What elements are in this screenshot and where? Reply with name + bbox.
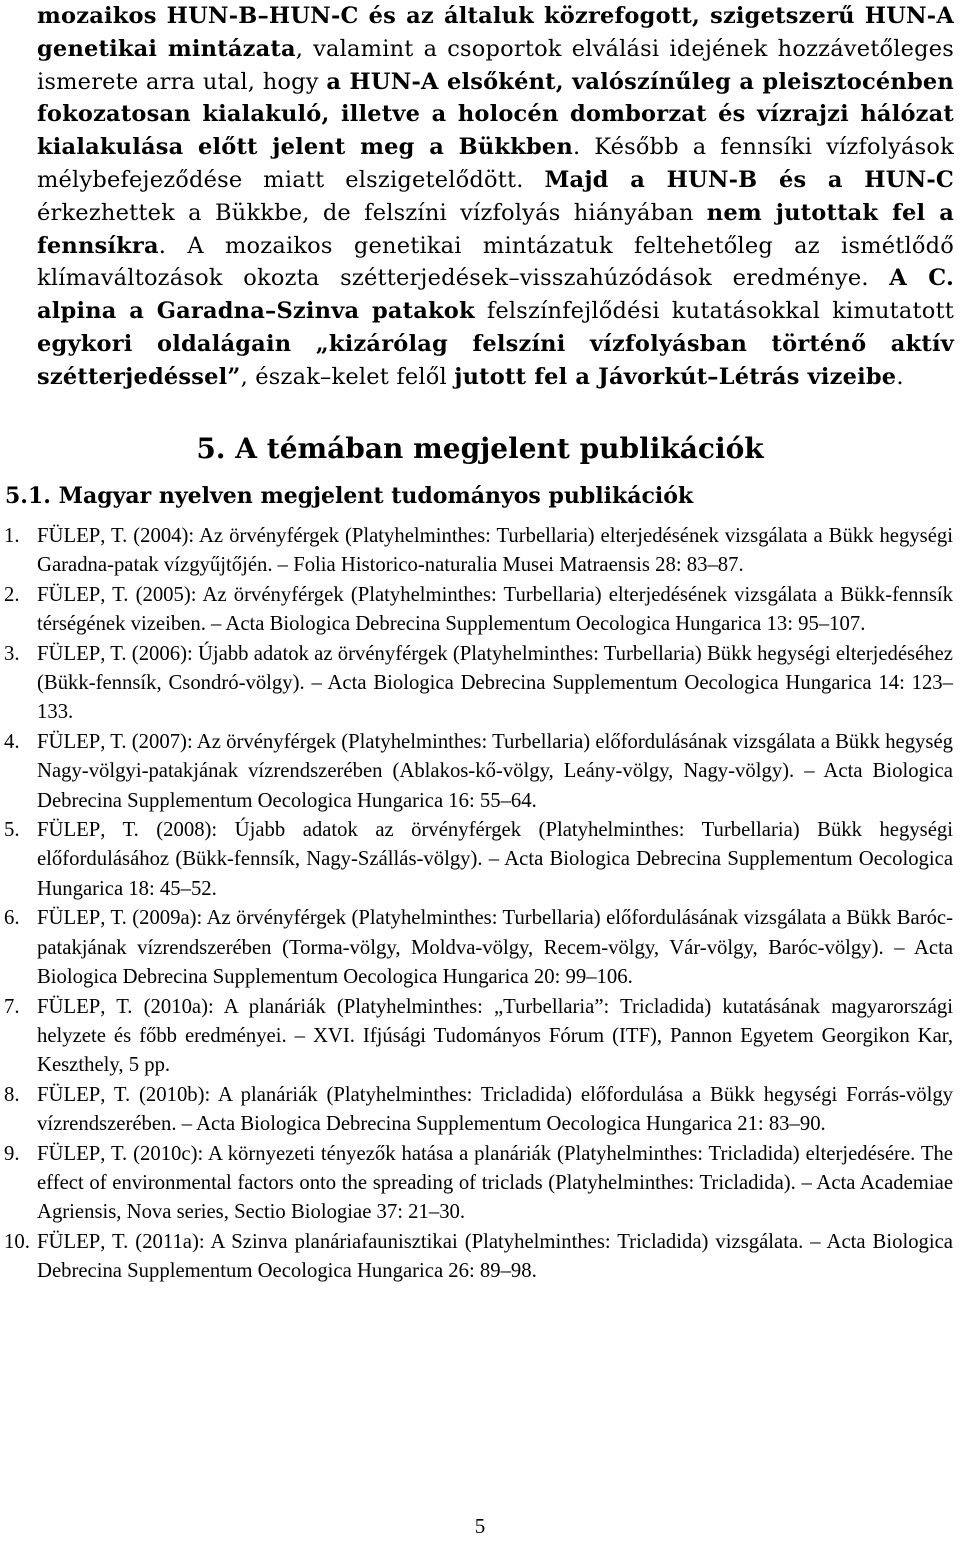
reference-text	[37, 1228, 953, 1287]
text-run: . Később a fennsíki vízfolyások mélybefejeződése miatt elszigetelődött.	[37, 134, 954, 193]
bold-text-run: A C. alpina a Garadna–Szinva patakok	[37, 265, 954, 325]
reference-citation: (2009a): Az örvényférgek (Platyhelminthes: Turbellaria) előfordulásának vizsgálata a Bükk Baróc-patakjának vízrendszerében (Torma-völgy, Moldva-völgy, Recem-völgy, Vár-völgy, Baróc-völgy). – Acta Biologica Debrecina Supplementum Oecologica Hungarica 20: 99–106.	[37, 907, 953, 989]
bold-text-run: mozaikos HUN-B–HUN-C és az általuk közrefogott, szigetszerű HUN-A genetikai mintázata	[37, 3, 954, 62]
reference-author: FÜLEP	[37, 583, 101, 606]
reference-number: 1.	[4, 525, 20, 547]
reference-text	[37, 522, 953, 581]
reference-citation: (2007): Az örvényférgek (Platyhelminthes: Turbellaria) előfordulásának vizsgálata a Bükk hegység Nagy-völgyi-patakjának vízrendszerében (Ablakos-kő-völgy, Leány-völgy, Nagy-völgy). – Acta Biologica Debrecina Supplementum Oecologica Hungarica 16: 55–64.	[37, 730, 953, 812]
reference-text	[37, 1081, 953, 1140]
reference-author-initial: , T.	[100, 525, 128, 547]
reference-text	[37, 728, 953, 816]
reference-item	[0, 581, 960, 640]
text-run: felszínfejlődési kutatásokkal kimutatott	[474, 298, 954, 325]
reference-author-initial: , T.	[100, 907, 127, 930]
reference-item	[0, 904, 960, 992]
section-heading: 5. A témában megjelent publikációk	[196, 432, 764, 465]
text-run: érkezhettek a Bükkbe, de felszíni vízfolyás hiányában	[37, 199, 707, 226]
reference-text	[37, 904, 953, 992]
reference-item	[0, 816, 960, 904]
reference-number: 8.	[4, 1083, 20, 1106]
reference-item	[0, 1140, 960, 1228]
reference-citation: (2010b): A planáriák (Platyhelminthes: Tricladida) előfordulása a Bükk hegységi Forrás-völgy vízrendszerében. – Acta Biologica Debrecina Supplementum Oecologica Hungarica 21: 83–90.	[37, 1083, 953, 1136]
reference-author-initial: , T.	[100, 583, 129, 606]
subsection-heading: 5.1. Magyar nyelven megjelent tudományos publikációk	[5, 483, 694, 509]
reference-citation: (2011a): A Szinva planáriafaunisztikai (Platyhelminthes: Tricladida) vizsgálata. – Acta Biologica Debrecina Supplementum Oecologica Hungarica 26: 89–98.	[37, 1230, 953, 1283]
reference-citation: (2010a): A planáriák (Platyhelminthes: „Turbellaria”: Tricladida) kutatásának magyarországi helyzete és főbb eredményei. – XVI. Ifjúsági Tudományos Fórum (ITF), Pannon Egyetem Georgikon Kar, Keszthely, 5 pp.	[37, 995, 953, 1077]
reference-number: 5.	[4, 819, 20, 842]
reference-citation: (2008): Újabb adatok az örvényférgek (Platyhelminthes: Turbellaria) Bükk hegységi előfordulásához (Bükk-fennsík, Nagy-Szállás-völgy). – Acta Biologica Debrecina Supplementum Oecologica Hungarica 18: 45–52.	[37, 819, 953, 900]
reference-author-initial: , T.	[100, 995, 133, 1018]
bold-text-run: nem jutottak fel a fennsíkra	[37, 199, 954, 259]
reference-text	[37, 640, 953, 728]
text-run: . A mozaikos genetikai mintázatuk feltehetőleg az ismétlődő klímaváltozások okozta szétterjedések–visszahúzódások eredménye.	[37, 232, 954, 292]
reference-item	[0, 1228, 960, 1287]
reference-author-initial: , T.	[100, 642, 127, 665]
reference-item	[0, 640, 960, 728]
page-number: 5	[474, 1514, 486, 1538]
reference-item	[0, 728, 960, 816]
reference-author-initial: , T.	[100, 730, 127, 753]
body-paragraph	[37, 0, 954, 394]
reference-item	[0, 1081, 960, 1140]
reference-item	[0, 522, 960, 581]
reference-text	[37, 816, 953, 904]
reference-author: FÜLEP	[37, 907, 101, 930]
reference-author-initial: , T.	[100, 1083, 131, 1106]
reference-number: 3.	[4, 642, 20, 665]
reference-author: FÜLEP	[37, 525, 101, 547]
reference-number: 10.	[4, 1230, 30, 1253]
reference-number: 4.	[4, 730, 20, 753]
bold-text-run: a HUN-A elsőként, valószínűleg a pleisztocénben fokozatosan kialakuló, illetve a holocén domborzat és vízrajzi hálózat kialakulása előtt jelent meg a Bükkben	[37, 68, 954, 161]
reference-author: FÜLEP	[37, 995, 101, 1018]
reference-author: FÜLEP	[37, 819, 101, 842]
reference-citation: (2005): Az örvényférgek (Platyhelminthes: Turbellaria) elterjedésének vizsgálata a Bükk-fennsík térségének vizeiben. – Acta Biologica Debrecina Supplementum Oecologica Hungarica 13: 95–107.	[37, 583, 953, 636]
bold-text-run: Majd a HUN-B és a HUN-C	[544, 166, 954, 193]
reference-text	[37, 993, 953, 1081]
reference-citation: (2010c): A környezeti tényezők hatása a planáriák (Platyhelminthes: Tricladida) elterjedésére. The effect of environmental factors onto the spreading of triclads (Platyhelminthes: Tricladida). – Acta Academiae Agriensis, Nova series, Sectio Biologiae 37: 21–30.	[37, 1142, 953, 1224]
reference-list	[0, 522, 960, 1287]
reference-author: FÜLEP	[37, 642, 101, 665]
reference-number: 7.	[4, 995, 20, 1018]
reference-author-initial: , T.	[100, 1230, 129, 1253]
bold-text-run: jutott fel a Jávorkút–Létrás vizeibe	[454, 363, 897, 390]
reference-text	[37, 1140, 953, 1228]
text-run: , valamint a csoportok elválási idejének hozzávetőleges ismerete arra utal, hogy	[37, 35, 955, 95]
reference-item	[0, 993, 960, 1081]
reference-number: 6.	[4, 907, 20, 930]
bold-text-run: egykori oldalágain „kizárólag felszíni vízfolyásban történő aktív szétterjedéssel”	[37, 330, 954, 390]
text-run: , észak–kelet felől	[240, 363, 455, 390]
reference-number: 9.	[4, 1142, 20, 1165]
reference-author: FÜLEP	[37, 1083, 101, 1106]
reference-author: FÜLEP	[37, 1230, 101, 1253]
reference-citation: (2006): Újabb adatok az örvényférgek (Platyhelminthes: Turbellaria) Bükk hegységi elterjedéséhez (Bükk-fennsík, Csondró-völgy). – Acta Biologica Debrecina Supplementum Oecologica Hungarica 14: 123–133.	[37, 642, 953, 724]
text-run: .	[896, 363, 904, 390]
reference-author-initial: , T.	[100, 819, 139, 842]
reference-author-initial: , T.	[100, 1142, 128, 1165]
reference-author: FÜLEP	[37, 1142, 101, 1165]
reference-author: FÜLEP	[37, 730, 101, 753]
reference-citation: (2004): Az örvényférgek (Platyhelminthes: Turbellaria) elterjedésének vizsgálata a Bükk hegységi Garadna-patak vízgyűjtőjén. – Folia Historico-naturalia Musei Matraensis 28: 83–87.	[37, 525, 953, 577]
reference-text	[37, 581, 953, 640]
reference-number: 2.	[4, 583, 20, 606]
